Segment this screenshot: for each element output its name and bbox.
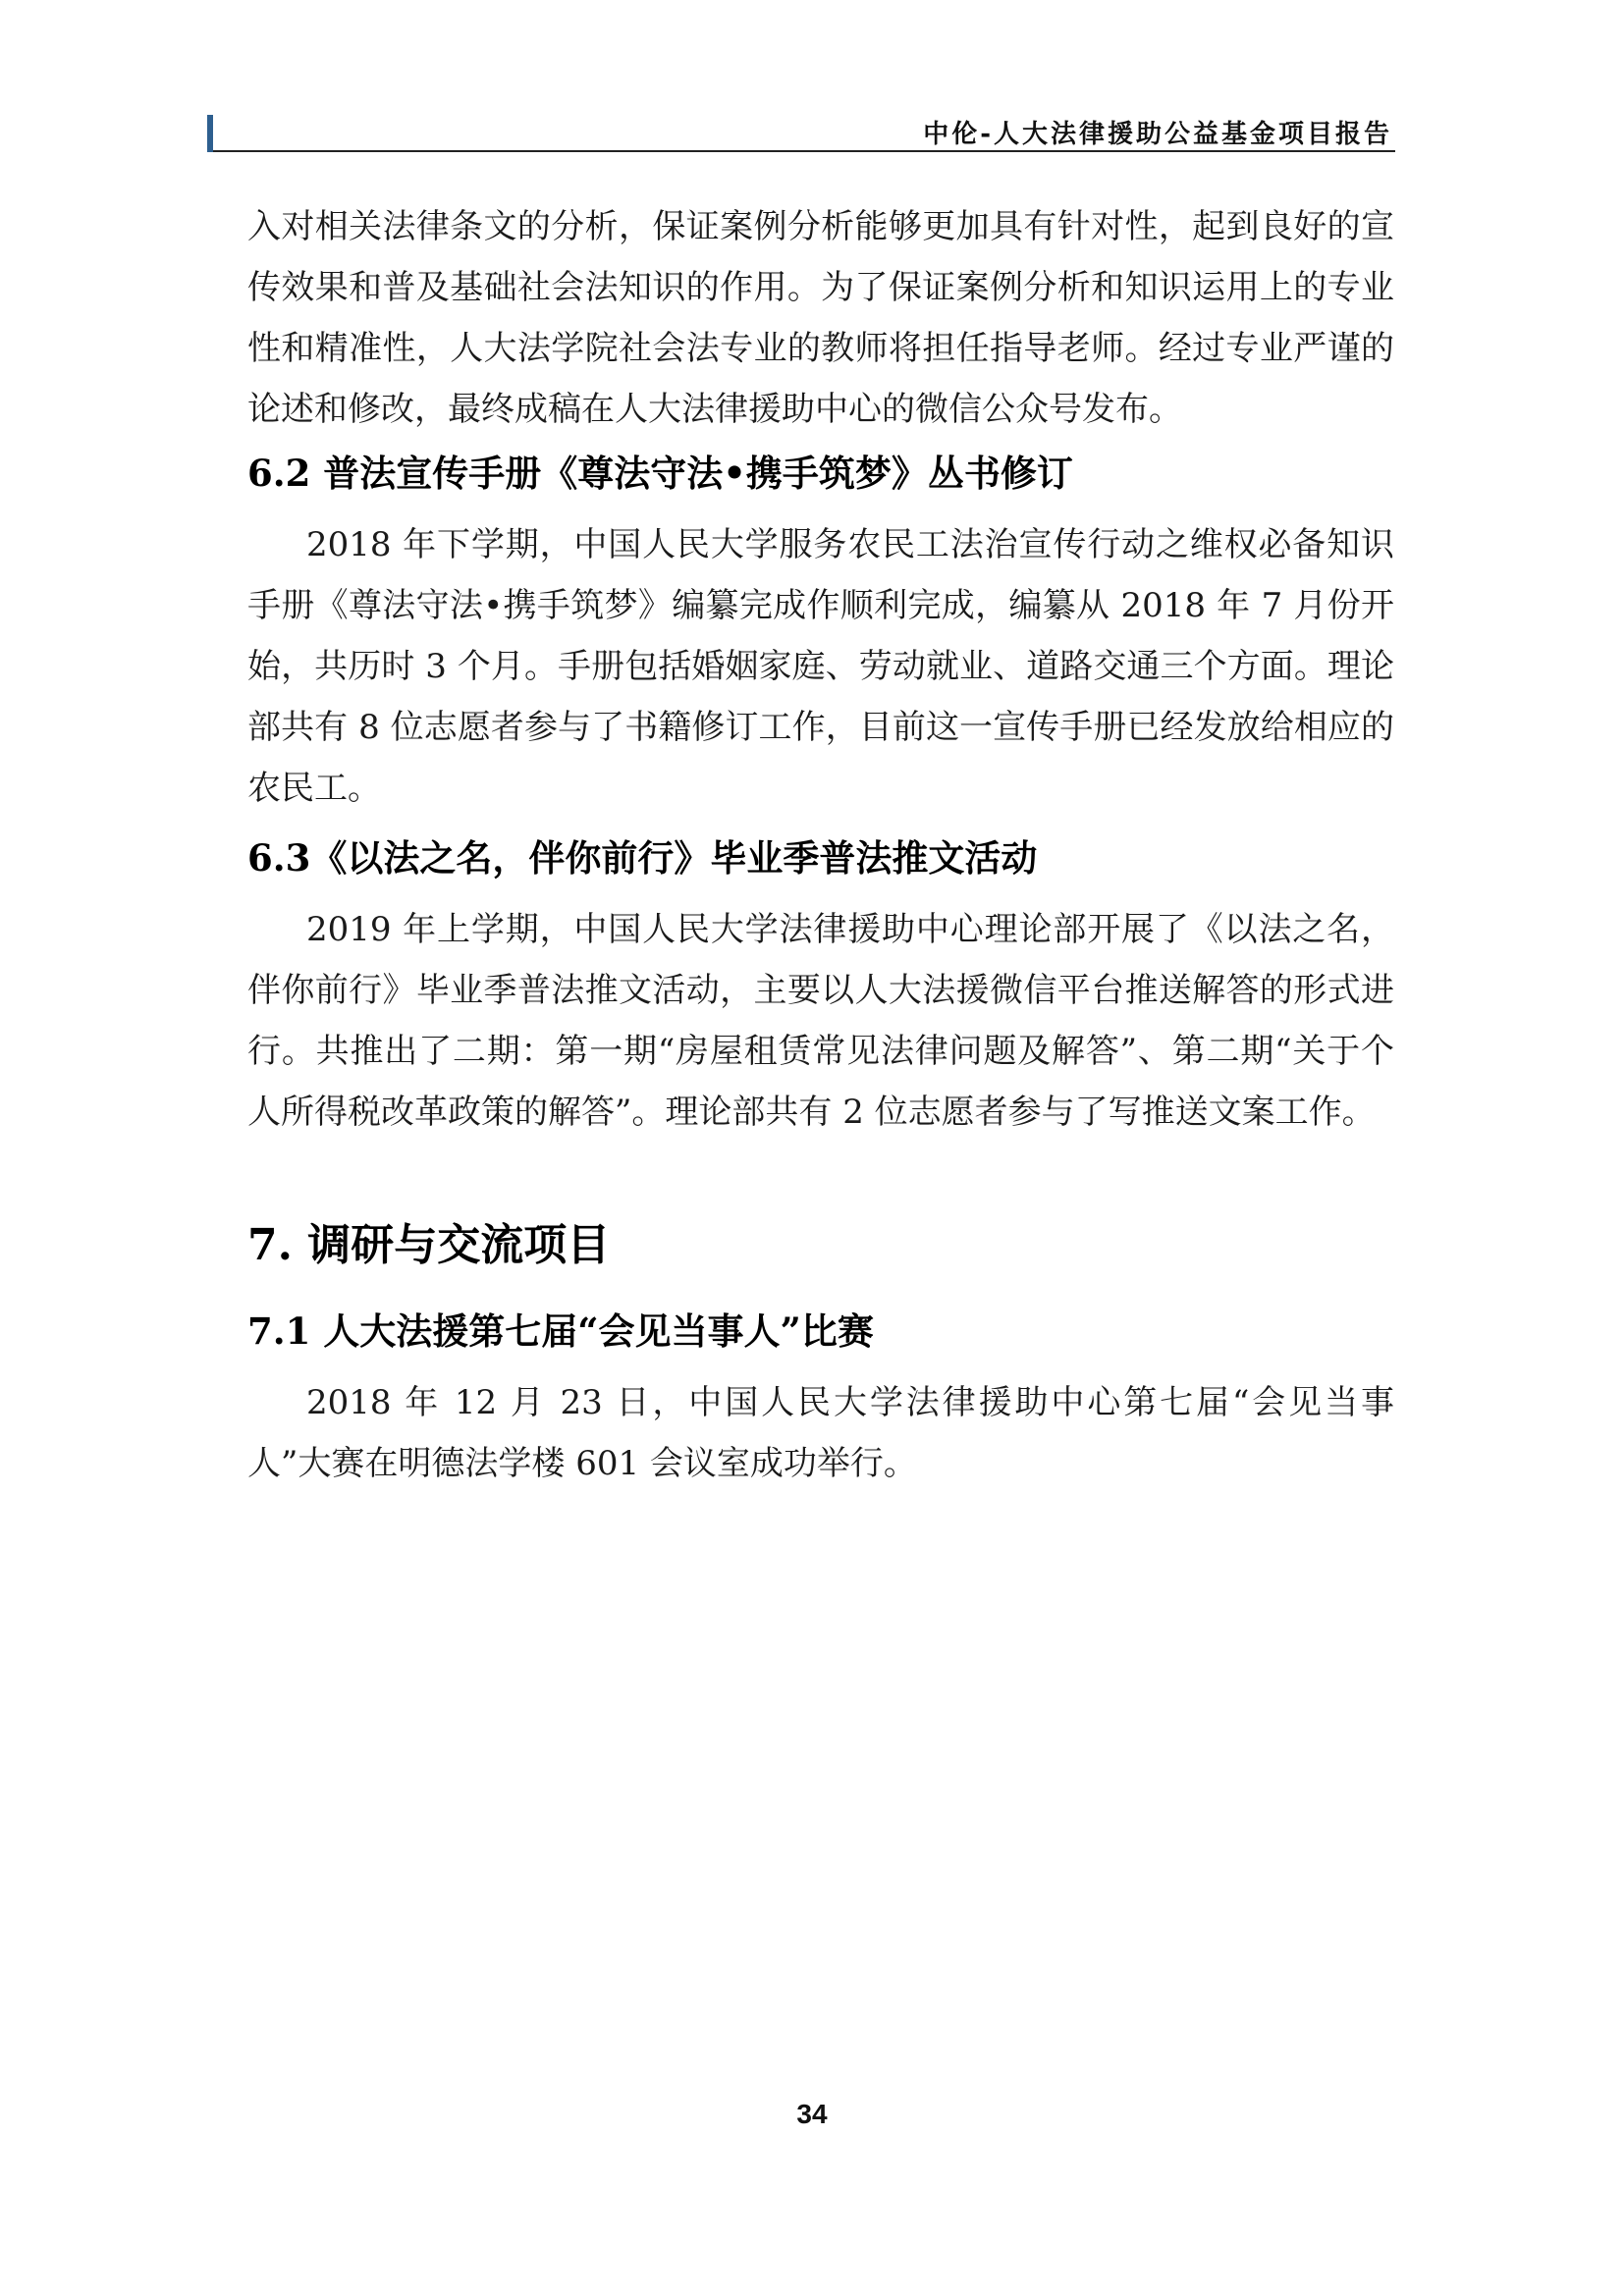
section-6-3-heading: 6.3《以法之名，伴你前行》毕业季普法推文活动 [247,836,1038,880]
section-6-3-body: 2019 年上学期，中国人民大学法律援助中心理论部开展了《以法之名，伴你前行》毕业季普法推文活动，主要以人大法援微信平台推送解答的形式进行。共推出了二期：第一期“房屋租赁常见法律问题及解答”、第二期“关于个人所得税改革政策的解答”。理论部共有 2 位志愿者参与了写推送文案工作。 [247,910,1394,1132]
page-body [247,196,1394,1494]
running-header-title: 中伦-人大法律援助公益基金项目报告 [923,120,1392,149]
section-7-1-heading: 7.1 人大法援第七届“会见当事人”比赛 [247,1309,874,1353]
section-7-1-body: 2018 年 12 月 23 日，中国人民大学法律援助中心第七届“会见当事人”大赛在明德法学楼 601 会议室成功举行。 [247,1383,1394,1483]
header-divider [213,150,1395,152]
intro-paragraph: 入对相关法律条文的分析，保证案例分析能够更加具有针对性，起到良好的宣传效果和普及基础社会法知识的作用。为了保证案例分析和知识运用上的专业性和精准性，人大法学院社会法专业的教师将担任指导老师。经过专业严谨的论述和修改，最终成稿在人大法律援助中心的微信公众号发布。 [247,207,1394,429]
section-6-2-heading: 6.2 普法宣传手册《尊法守法•携手筑梦》丛书修订 [247,452,1073,495]
section-7-heading: 7. 调研与交流项目 [247,1220,611,1270]
header-accent-bar [207,115,213,152]
section-6-2-body: 2018 年下学期，中国人民大学服务农民工法治宣传行动之维权必备知识手册《尊法守法•携手筑梦》编纂完成作顺利完成，编纂从 2018 年 7 月份开始，共历时 3 个月。手册包括婚姻家庭、劳动就业、道路交通三个方面。理论部共有 8 位志愿者参与了书籍修订工作，目前这一宣传手册已经发放给相应的农民工。 [247,525,1394,808]
page-number: 34 [796,2099,828,2129]
